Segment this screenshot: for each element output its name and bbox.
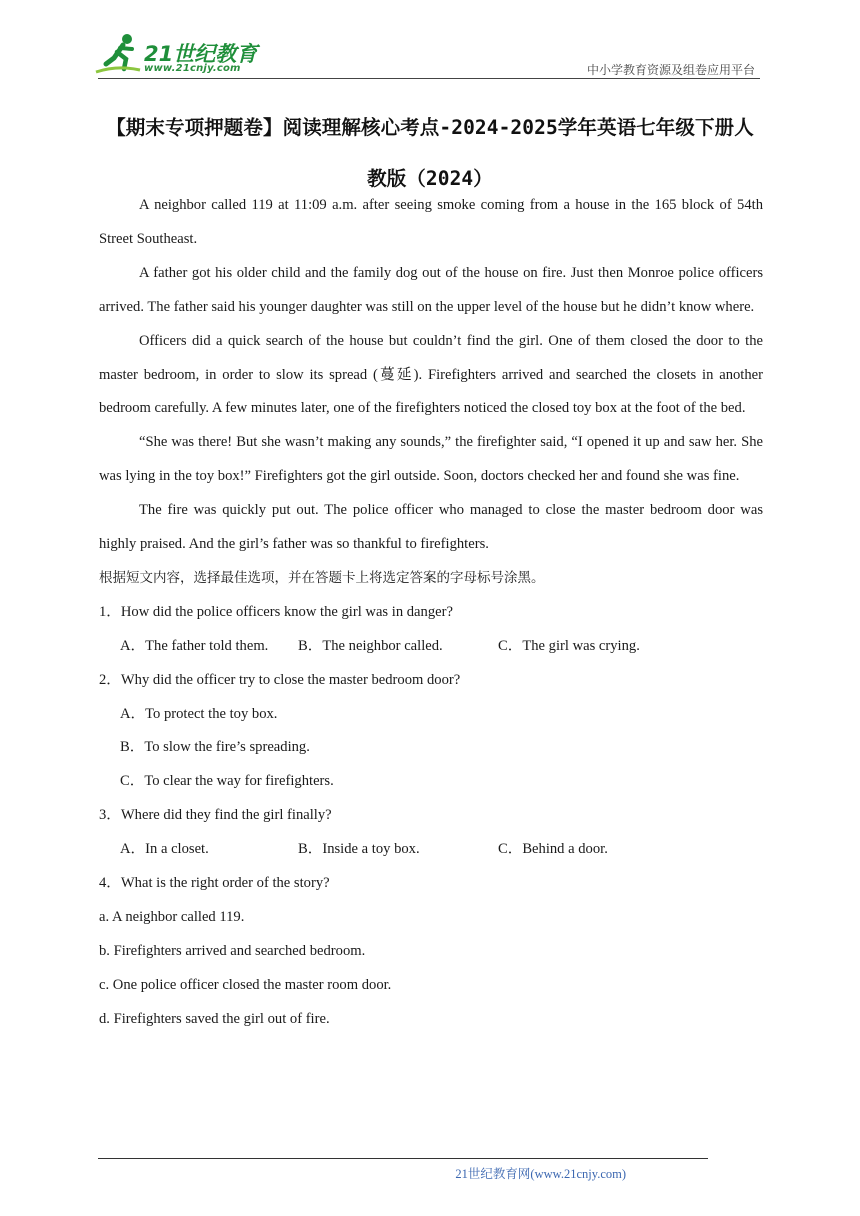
- header-divider: [98, 78, 760, 79]
- passage-paragraph: “She was there! But she wasn’t making any sounds,” the firefighter said, “I opened it up and saw her. She was lying in the toy box!” Firefighters got the girl outside. Soon, doctors checked her and found she was fine.: [99, 434, 763, 485]
- header-tagline: 中小学教育资源及组卷应用平台: [586, 63, 755, 77]
- document-body: [99, 189, 763, 1037]
- order-item: d. Firefighters saved the girl out of fire.: [99, 1010, 330, 1027]
- option-c[interactable]: C．The girl was crying.: [498, 637, 640, 654]
- option-a[interactable]: A．In a closet.: [120, 841, 209, 858]
- question-3: 3．Where did they find the girl finally?: [99, 807, 332, 824]
- logo-brand-text: 21世纪教育: [144, 42, 258, 66]
- option-b[interactable]: B．The neighbor called.: [298, 637, 443, 654]
- instruction-text: 根据短文内容，选择最佳选项，并在答题卡上将选定答案的字母标号涂黑。: [99, 569, 545, 586]
- order-item: b. Firefighters arrived and searched bedroom.: [99, 942, 366, 959]
- footer-link[interactable]: 21世纪教育网(www.21cnjy.com): [455, 1167, 626, 1181]
- option-c[interactable]: C．To clear the way for firefighters.: [120, 773, 334, 790]
- option-b[interactable]: B．To slow the fire’s spreading.: [120, 739, 310, 756]
- order-item: c. One police officer closed the master room door.: [99, 976, 392, 993]
- passage-paragraph: A father got his older child and the family dog out of the house on fire. Just then Monroe police officers arrived. The father said his younger daughter was still on the upper level of the house but he didn’t know where.: [99, 264, 763, 315]
- page-header: [0, 0, 860, 82]
- order-item: a. A neighbor called 119.: [99, 909, 245, 925]
- option-b[interactable]: B．Inside a toy box.: [298, 841, 420, 858]
- question-3-options: [99, 833, 763, 867]
- question-2: 2．Why did the officer try to close the master bedroom door?: [99, 671, 461, 688]
- passage-paragraph: The fire was quickly put out. The police officer who managed to close the master bedroom door was highly praised. And the girl’s father was so thankful to firefighters.: [99, 502, 763, 553]
- footer-divider: [98, 1158, 708, 1159]
- logo-url-text: www.21cnjy.com: [144, 63, 241, 74]
- document-title: 【期末专项押题卷】阅读理解核心考点-2024-2025学年英语七年级下册人教版（2024）: [106, 116, 754, 190]
- question-1: 1．How did the police officers know the girl was in danger?: [99, 603, 453, 620]
- option-c[interactable]: C．Behind a door.: [498, 841, 608, 858]
- runner-logo-icon: [94, 32, 142, 78]
- question-4: 4．What is the right order of the story?: [99, 875, 330, 892]
- passage-paragraph: A neighbor called 119 at 11:09 a.m. after seeing smoke coming from a house in the 165 block of 54th Street Southeast.: [99, 197, 763, 247]
- option-a[interactable]: A．The father told them.: [120, 637, 269, 654]
- option-a[interactable]: A．To protect the toy box.: [120, 705, 278, 722]
- passage-paragraph: Officers did a quick search of the house but couldn’t find the girl. One of them closed the door to the master bedroom, in order to slow its spread (蔓延). Firefighters arrived and searched the closets in another bedroom carefully. A few minutes later, one of the firefighters noticed the closed toy box at the foot of the bed.: [99, 332, 763, 417]
- site-logo[interactable]: [94, 32, 264, 78]
- question-1-options: [99, 630, 763, 664]
